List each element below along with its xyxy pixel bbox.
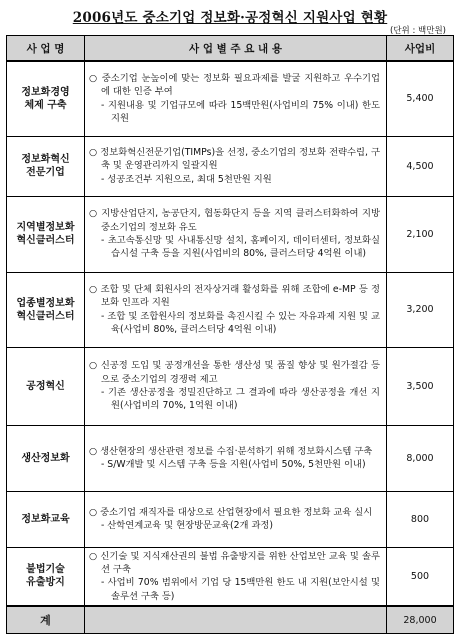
table-row [7,347,454,425]
table-row [7,196,454,272]
program-name-line: 공정혁신 [26,380,65,392]
program-name-line: 정보화교육 [21,513,70,525]
header-content: 사 업 별 주 요 내 용 [85,36,387,62]
detail-bullet: ○ 신기술 및 지식재산권의 불법 유출방지를 위한 산업보안 교육 및 솔루션 구축 [89,550,380,575]
program-name-line: 혁신클러스터 [16,235,75,246]
header-budget: 사업비 [387,36,454,62]
program-budget: 8,000 [387,425,454,491]
program-name-line: 혁신클러스터 [16,310,75,322]
program-details [85,491,387,547]
program-name-line: 정보화혁신 [21,154,70,165]
program-budget: 4,500 [387,136,454,196]
table-row [7,547,454,606]
program-name-line: 유출방지 [26,577,65,589]
detail-bullet: ○ 신공정 도입 및 공정개선을 통한 생산성 및 품질 향상 및 원가절감 등으로 중소기업의 경쟁력 제고 [89,360,380,385]
detail-bullet: ○ 지방산업단지, 농공단지, 협동화단지 등을 지역 클러스터화하여 지방중소기업의 정보화 유도 [89,208,380,233]
program-details [85,425,387,491]
program-name [7,272,85,347]
program-details [85,547,387,606]
detail-bullet: ○ 정보화혁신전문기업(TIMPs)을 선정, 중소기업의 정보화 전략수립, 구축 및 운영관리까지 일괄지원 [89,146,380,172]
program-name-line: 전문기업 [26,167,65,178]
program-name [7,136,85,196]
program-name-line: 업종별정보화 [16,297,75,309]
table-row [7,136,454,196]
program-name [7,347,85,425]
program-name [7,425,85,491]
table-row [7,491,454,547]
program-name-line: 생산정보화 [21,452,70,464]
program-budget: 2,100 [387,196,454,272]
program-name [7,61,85,136]
program-budget: 3,500 [387,347,454,425]
table-row [7,61,454,136]
program-name [7,491,85,547]
detail-subitem: - 기존 생산공정을 정밀진단하고 그 결과에 따라 생산공정을 개선 지원(사업비의 70%, 1억원 이내) [101,387,380,412]
table-row [7,425,454,491]
detail-subitem: - 지원내용 및 기업규모에 따라 15백만원(사업비의 75% 이내) 한도 지원 [101,99,380,125]
program-details [85,272,387,347]
program-details [85,61,387,136]
program-budget: 800 [387,491,454,547]
table-body [7,61,454,634]
budget-table [6,35,454,634]
program-budget: 5,400 [387,61,454,136]
total-row [7,606,454,634]
detail-bullet: ○ 중소기업 눈높이에 맞는 정보화 필요과제를 발굴 지원하고 우수기업에 대한 인증 부여 [89,72,380,98]
total-empty-cell [85,606,387,634]
program-budget: 500 [387,547,454,606]
page-title: 2006년도 중소기업 정보화·공정혁신 지원사업 현황 [72,10,388,26]
total-budget: 28,000 [387,606,454,634]
program-details [85,347,387,425]
program-budget: 3,200 [387,272,454,347]
detail-subitem: - 초고속통신망 및 사내통신망 설치, 홈페이지, 데이터센터, 정보화실습시설 구축 등을 지원(사업비의 80%, 클러스터당 4억원 이내) [101,235,380,260]
detail-bullet: ○ 중소기업 재직자를 대상으로 산업현장에서 필요한 정보화 교육 실시 [89,506,373,518]
program-name [7,196,85,272]
program-name-line: 지역별정보화 [16,222,75,233]
program-name [7,547,85,606]
detail-subitem: - 조합 및 조합원사의 정보화를 촉진시킬 수 있는 자유과제 지원 및 교육(사업비 80%, 클러스터당 4억원 이내) [101,310,380,335]
table-header-row [7,36,454,62]
detail-subitem: - 산학연계교육 및 현장방문교육(2개 과정) [101,520,274,531]
detail-subitem: - S/W개발 및 시스템 구축 등을 지원(사업비 50%, 5천만원 이내) [101,459,366,470]
header-name: 사 업 명 [7,36,85,62]
detail-subitem: - 성공조건부 지원으로, 최대 5천만원 지원 [101,173,272,185]
program-name-line: 불법기술 [26,564,65,576]
detail-subitem: - 사업비 70% 범위에서 기업 당 15백만원 한도 내 지원(보안시설 및 솔루션 구축 등) [101,577,380,602]
total-label: 계 [7,606,85,634]
detail-bullet: ○ 조합 및 단체 회원사의 전자상거래 활성화를 위해 조합에 e-MP 등 정보화 인프라 지원 [89,283,380,309]
program-details [85,196,387,272]
unit-note: (단위 : 백만원) [390,26,446,36]
program-name-line: 체제 구축 [24,99,67,111]
program-details [85,136,387,196]
detail-bullet: ○ 생산현장의 생산관련 정보를 수집·분석하기 위해 정보화시스템 구축 [89,445,373,457]
program-name-line: 정보화경영 [21,86,70,98]
table-row [7,272,454,347]
